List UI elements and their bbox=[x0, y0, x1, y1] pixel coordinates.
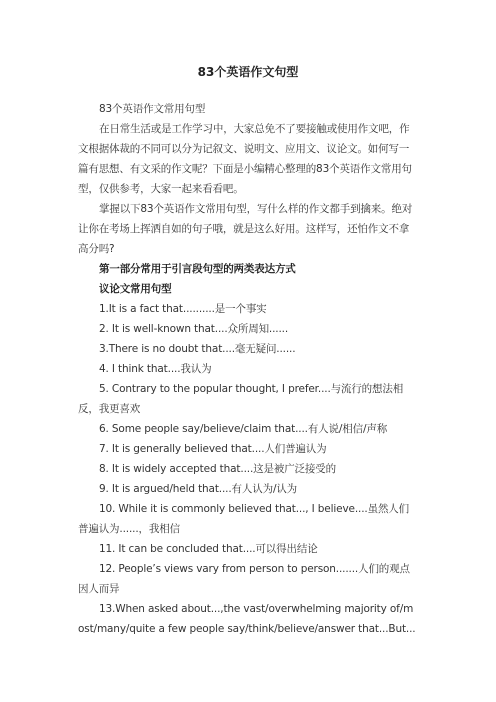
list-item: 3.There is no doubt that....毫无疑问...... bbox=[99, 343, 296, 355]
section-heading: 第一部分常用于引言段句型的两类表达方式 bbox=[99, 263, 296, 275]
list-item: 2. It is well-known that....众所周知...... bbox=[99, 323, 289, 335]
list-item: 10. While it is commonly believed that..., I believe....虽然人们普遍认为......，我相信 bbox=[78, 503, 409, 535]
document-body bbox=[78, 99, 418, 639]
list-item: 12. People’s views vary from person to person.......人们的观点因人而异 bbox=[78, 563, 410, 595]
intro-subtitle: 83个英语作文常用句型 bbox=[99, 103, 206, 115]
list-item: 9. It is argued/held that....有人认为/认为 bbox=[99, 483, 298, 495]
list-item: 8. It is widely accepted that....这是被广泛接受的 bbox=[99, 463, 336, 475]
list-item: 1.It is a fact that..........是一个事实 bbox=[99, 303, 267, 315]
list-item: 7. It is generally believed that....人们普遍认为 bbox=[99, 443, 327, 455]
list-item: 5. Contrary to the popular thought, I prefer....与流行的想法相反，我更喜欢 bbox=[78, 383, 404, 415]
subsection-heading: 议论文常用句型 bbox=[99, 283, 172, 295]
intro-paragraph-1: 在日常生活或是工作学习中，大家总免不了要接触或使用作文吧，作文根据体裁的不同可以分为记叙文、说明文、应用文、议论文。如何写一篇有思想、有文采的作文呢？下面是小编精心整理的83个英语作文常用句型，仅供参考，大家一起来看看吧。 bbox=[78, 123, 412, 195]
list-item: 4. I think that....我认为 bbox=[99, 363, 212, 375]
list-item: 13.When asked about...,the vast/overwhelming majority of/most/many/quite a few people say/think/believe/answer that...But... bbox=[78, 603, 416, 635]
list-item: 11. It can be concluded that....可以得出结论 bbox=[99, 543, 318, 555]
intro-paragraph-2: 掌握以下83个英语作文常用句型，写什么样的作文都手到擒来。绝对让你在考场上挥洒自如的句子哦，就是这么好用。这样写，还怕作文不拿高分吗? bbox=[78, 203, 413, 255]
list-item: 6. Some people say/believe/claim that....有人说/相信/声称 bbox=[99, 423, 388, 435]
document-title: 83个英语作文句型 bbox=[197, 65, 299, 79]
